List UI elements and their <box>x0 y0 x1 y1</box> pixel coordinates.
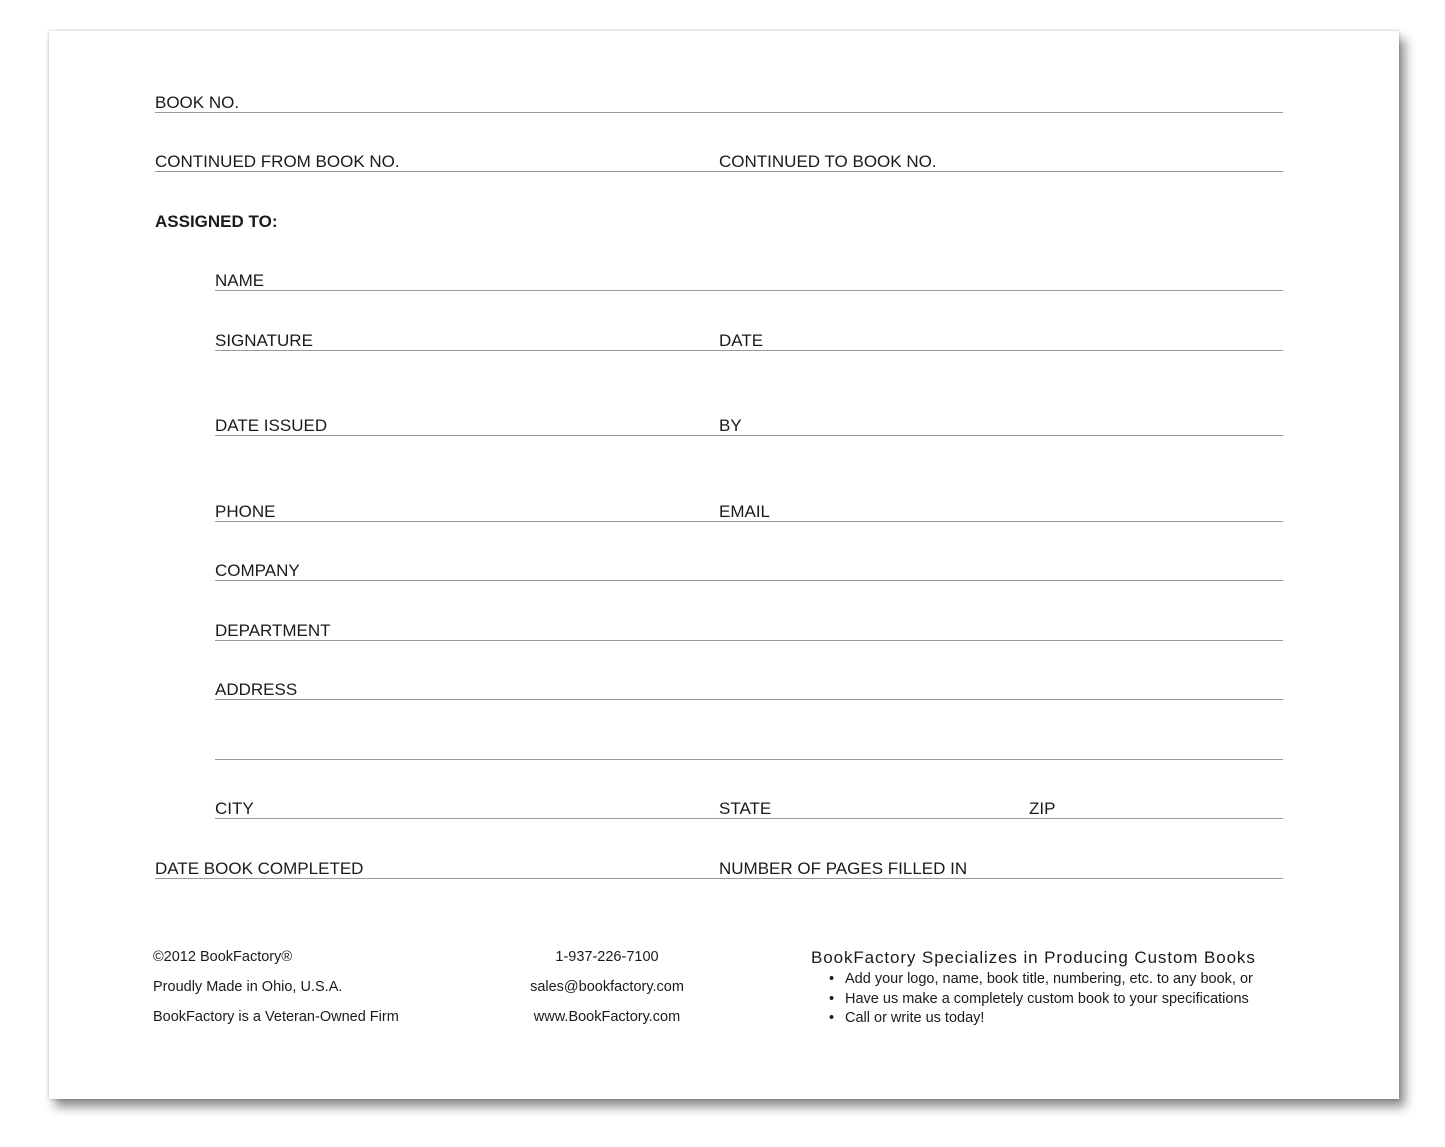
book-no-field[interactable] <box>155 88 1283 113</box>
promo-title: BookFactory Specializes in Producing Custom Books <box>811 948 1256 967</box>
department-field[interactable] <box>215 616 1283 641</box>
continued-to-label: CONTINUED TO BOOK NO. <box>719 152 937 171</box>
city-label: CITY <box>215 799 254 818</box>
issued-by-label: BY <box>719 416 742 435</box>
name-label: NAME <box>215 271 265 290</box>
list-item: • Add your logo, name, book title, numbering, etc. to any book, or <box>829 971 1253 987</box>
email-field[interactable] <box>719 497 1283 522</box>
zip-label: ZIP <box>1029 799 1056 818</box>
date-issued-label: DATE ISSUED <box>215 416 328 435</box>
date-issued-field[interactable] <box>215 411 719 436</box>
continued-to-field[interactable] <box>719 147 1283 172</box>
promo-bullet-text: Call or write us today! <box>845 1010 985 1026</box>
date-label: DATE <box>719 331 764 350</box>
address-field[interactable] <box>215 675 1283 700</box>
state-label: STATE <box>719 799 772 818</box>
promo-list <box>829 971 1253 1030</box>
pages-filled-label: NUMBER OF PAGES FILLED IN <box>719 859 968 878</box>
company-field[interactable] <box>215 556 1283 581</box>
name-field[interactable] <box>215 266 1283 291</box>
company-label: COMPANY <box>215 561 300 580</box>
continued-from-label: CONTINUED FROM BOOK NO. <box>155 152 400 171</box>
address-label: ADDRESS <box>215 680 298 699</box>
list-item: • Have us make a completely custom book to your specifications <box>829 990 1249 1007</box>
assigned-to-heading: ASSIGNED TO: <box>155 212 278 231</box>
book-no-label: BOOK NO. <box>155 93 240 112</box>
date-field[interactable] <box>719 326 1283 351</box>
pages-filled-field[interactable] <box>719 854 1283 879</box>
signature-field[interactable] <box>215 326 719 351</box>
phone-field[interactable] <box>215 497 719 522</box>
continued-from-field[interactable] <box>155 147 719 172</box>
contact-website[interactable]: www.BookFactory.com <box>533 1009 681 1025</box>
form-page <box>49 31 1399 1099</box>
copyright-text: ©2012 BookFactory® <box>153 949 293 965</box>
promo-bullet-text: Add your logo, name, book title, numbering, etc. to any book, or <box>845 971 1253 987</box>
email-label: EMAIL <box>719 502 771 521</box>
veteran-text: BookFactory is a Veteran-Owned Firm <box>153 1009 399 1025</box>
issued-by-field[interactable] <box>719 411 1283 436</box>
contact-phone[interactable]: 1-937-226-7100 <box>555 949 659 965</box>
zip-field[interactable] <box>1029 794 1283 819</box>
promo-bullet-text: Have us make a completely custom book to your specifications <box>845 990 1249 1007</box>
list-item: • Call or write us today! <box>829 1010 985 1026</box>
address-line-2-field[interactable] <box>215 735 1283 760</box>
made-in-text: Proudly Made in Ohio, U.S.A. <box>153 979 343 995</box>
city-field[interactable] <box>215 794 719 819</box>
signature-label: SIGNATURE <box>215 331 313 350</box>
state-field[interactable] <box>719 794 1029 819</box>
department-label: DEPARTMENT <box>215 621 331 640</box>
contact-email[interactable]: sales@bookfactory.com <box>530 979 684 995</box>
date-completed-label: DATE BOOK COMPLETED <box>155 859 364 878</box>
date-completed-field[interactable] <box>155 854 719 879</box>
phone-label: PHONE <box>215 502 276 521</box>
